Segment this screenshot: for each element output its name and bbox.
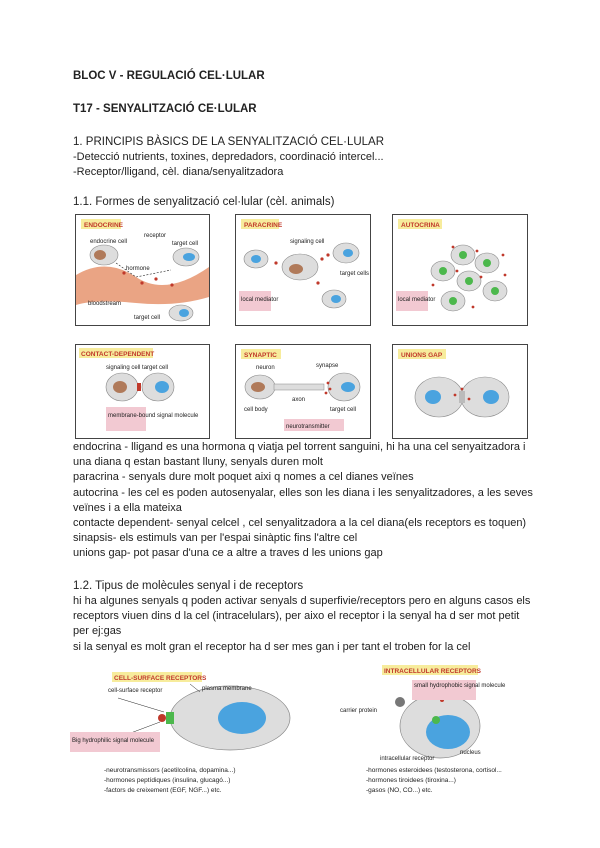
description-line: autocrina - les cel es poden autosenyalar, elles son les diana i les senyalitzadores, a les seves veïnes i a ella mateixa [73,486,533,514]
section12-body [73,594,531,655]
cell-surface-list-item: -factors de creixement (EGF, NGF...) etc. [104,787,222,794]
synaptic-label: target cell [330,407,357,413]
cell-surface-figure [70,668,300,803]
endocrine-label: hormone [126,266,150,272]
endocrine-label: endocrine cell [90,239,128,245]
intracellular-tag: INTRACELLULAR RECEPTORS [384,668,482,675]
topic-heading: T17 - SENYALITZACIÓ CE·LULAR [73,103,257,115]
endocrine-tag: ENDOCRINE [84,222,124,229]
autocrina-label: local mediator [398,297,436,303]
section12-line: si la senyal es molt gran el receptor ha d ser mes gan i per tant el troben for la cel [73,640,471,653]
synaptic-label: synapse [316,363,339,369]
intracellular-label: nucleus [460,750,481,756]
synaptic-label: neurotransmitter [286,424,330,430]
endocrine-figure [75,214,210,326]
description-body [73,440,533,562]
synaptic-label: axon [292,397,306,403]
cell-surface-label: plasma membrane [202,686,252,692]
endocrine-label: receptor [144,233,167,239]
autocrina-figure [392,214,528,326]
intracellular-list-item: -gasos (NO, CO...) etc. [366,787,433,794]
description-line: sinapsis- els estimuls van per l'espai sinàptic fins l'altre cel [73,532,358,545]
section12-line: hi ha algunes senyals q poden activar senyals d superfivie/receptors pero en alguns casos els receptors viuen dins d la cel (intracelulars), per aixo el receptor i la senyal ha d ser mot petit per ej:gas [73,595,531,638]
section1-title: 1. PRINCIPIS BÀSICS DE LA SENYALITZACIÓ CEL·LULAR [73,136,385,148]
endocrine-label: bloodstream [88,301,122,307]
synaptic-tag: SYNAPTIC [244,352,277,359]
intracellular-label: intracellular receptor [380,756,435,762]
cell-surface-tag: CELL-SURFACE RECEPTORS [114,675,207,682]
paracrine-tag: PARACRINE [244,222,283,229]
description-line: paracrina - senyals dure molt poquet aixi q nomes a cel dianes veïnes [73,471,414,484]
description-line: endocrina - lligand es una hormona q viatja pel torrent sanguini, hi ha una cel senyaitzadora i una diana q estan bastant lluny, senyals duren molt [73,441,526,469]
synaptic-label: neuron [256,365,275,371]
intracellular-label: carrier protein [340,708,378,714]
description-line: unions gap- pot pasar d'una ce a altre a traves d les unions gap [73,547,383,560]
section12-title: 1.2. Tipus de molècules senyal i de receptors [73,580,304,592]
intracellular-label: small hydrophobic signal molecule [414,683,506,689]
paracrine-label: local mediator [241,297,279,303]
section1-body [73,150,543,180]
gap-tag: UNIONS GAP [401,352,443,359]
synaptic-label: cell body [244,407,268,413]
section1-line: -Receptor/lligand, cèl. diana/senyalitzadora [73,166,284,179]
contact-label: membrane-bound signal molecule [108,413,199,419]
contact-label: signaling cell target cell [106,365,169,371]
intracellular-figure [330,662,560,802]
endocrine-label: target cell [134,315,161,321]
gap-figure [392,344,528,439]
cell-surface-list-item: -hormones peptídiques (insulina, glucagó...) [104,777,231,784]
section11-title: 1.1. Formes de senyalització cel·lular (cèl. animals) [73,196,335,208]
cell-surface-label: Big hydrophilic signal molecule [72,738,155,744]
cell-surface-label: cell-surface receptor [108,688,163,694]
intracellular-list-item: -hormones tiroidees (tiroxina...) [366,777,456,784]
autocrina-tag: AUTOCRINA [401,222,440,229]
description-line: contacte dependent- senyal celcel , cel senyalitzadora a la cel diana(els receptors es toquen) [73,517,527,530]
paracrine-label: target cells [340,271,370,277]
endocrine-label: target cell [172,241,199,247]
paracrine-label: signaling cell [290,239,325,245]
cell-surface-list-item: -neurotransmissors (acetilcolina, dopamina...) [104,767,236,774]
contact-figure [75,344,210,439]
section1-line: -Detecció nutrients, toxines, depredadors, coordinació intercel... [73,151,384,163]
synaptic-figure [235,344,371,439]
contact-tag: CONTACT-DEPENDENT [81,351,155,358]
intracellular-list-item: -hormones esteroidees (testosterona, cortisol... [366,767,502,774]
paracrine-figure [235,214,371,326]
bloc-heading: BLOC V - REGULACIÓ CEL·LULAR [73,70,265,82]
